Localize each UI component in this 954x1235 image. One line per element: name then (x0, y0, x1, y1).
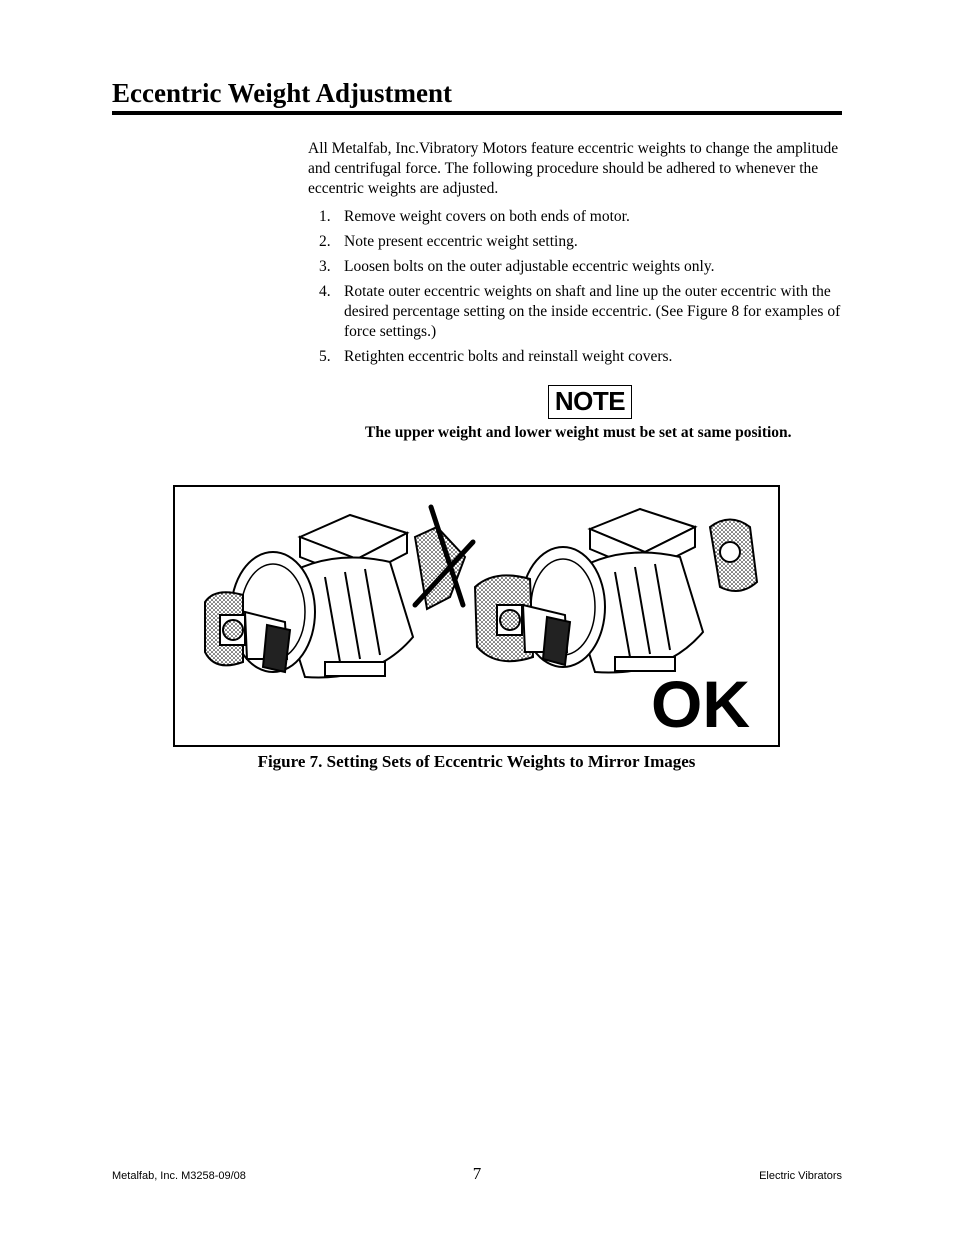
step-text: Loosen bolts on the outer adjustable eccentric weights only. (344, 258, 715, 275)
step-number: 5. (319, 348, 331, 365)
page-title: Eccentric Weight Adjustment (112, 78, 452, 108)
step-number: 3. (319, 258, 331, 275)
figure-caption: Figure 7. Setting Sets of Eccentric Weights to Mirror Images (257, 752, 696, 771)
step-text: Rotate outer eccentric weights on shaft and line up the outer eccentric with the desired percentage setting on the inside eccentric. (See Figure 8 for examples of force settings.) (344, 283, 841, 340)
step-text: Retighten eccentric bolts and reinstall weight covers. (344, 348, 673, 365)
page-number: 7 (472, 1164, 482, 1183)
note-label: NOTE (548, 385, 632, 419)
motor-correct (475, 509, 757, 673)
step-text: Note present eccentric weight setting. (344, 233, 578, 250)
figure-7 (173, 485, 780, 747)
procedure-step (308, 347, 843, 367)
title-divider (112, 111, 842, 115)
procedure-step (308, 207, 843, 227)
footer-document-id: Metalfab, Inc. M3258-09/08 (112, 1170, 246, 1182)
step-number: 2. (319, 233, 331, 250)
note-text: The upper weight and lower weight must be set at same position. (365, 424, 792, 441)
procedure-step (308, 257, 843, 277)
ok-label: OK (651, 667, 750, 741)
procedure-step (308, 282, 843, 342)
procedure-step (308, 232, 843, 252)
step-text: Remove weight covers on both ends of motor. (344, 208, 630, 225)
footer-section-title: Electric Vibrators (759, 1170, 842, 1182)
step-number: 4. (319, 283, 331, 300)
procedure-list (308, 207, 843, 372)
intro-paragraph: All Metalfab, Inc.Vibratory Motors feature eccentric weights to change the amplitude and centrifugal force. The following procedure should be adhered to whenever the eccentric weights are adjusted. (308, 140, 839, 197)
motor-illustration (175, 487, 778, 745)
step-number: 1. (319, 208, 331, 225)
